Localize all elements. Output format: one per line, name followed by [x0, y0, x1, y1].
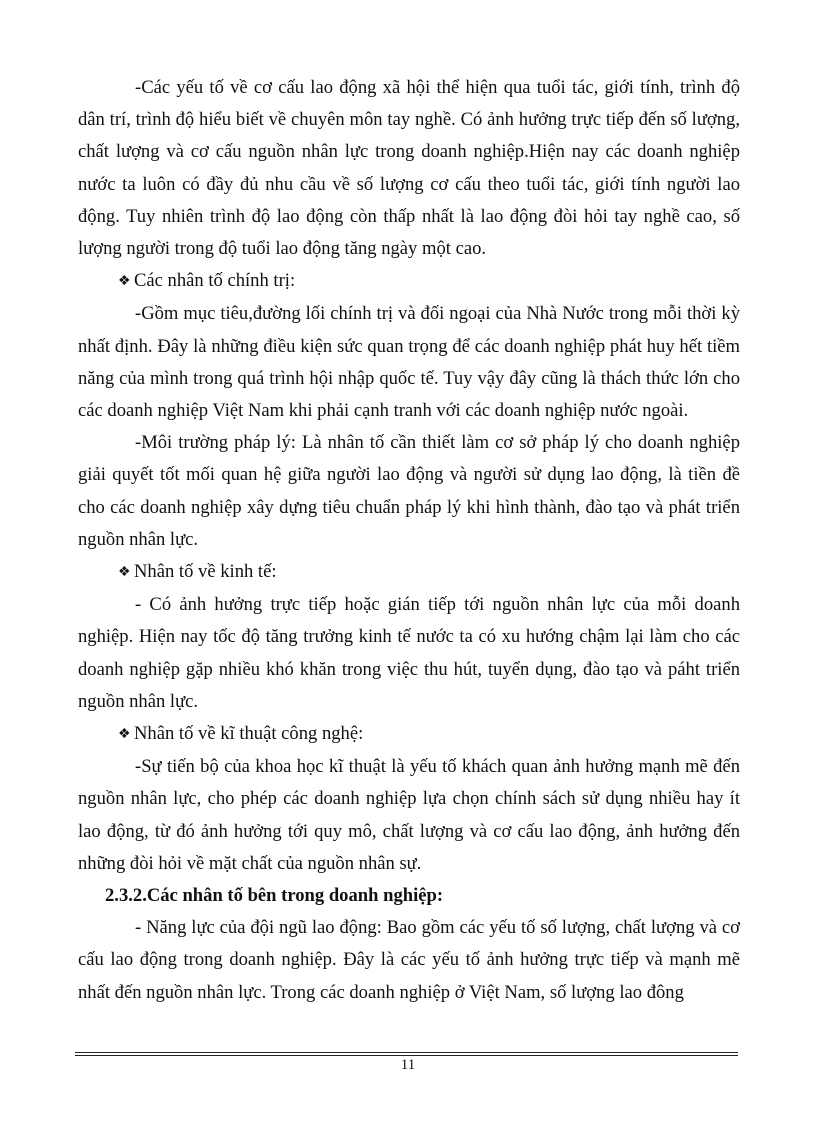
- paragraph-workforce-capacity: - Năng lực của đội ngũ lao động: Bao gồm các yếu tố số lượng, chất lượng và cơ cấu lao động trong doanh nghiệp. Đây là các yếu tố ảnh hưởng trực tiếp và mạnh mẽ nhất đến nguồn nhân lực. Trong các doanh nghiệp ở Việt Nam, số lượng lao đông: [78, 917, 740, 1003]
- heading-economic-factors: [78, 556, 740, 589]
- paragraph-technology: -Sự tiến bộ của khoa học kĩ thuật là yếu tố khách quan ảnh hưởng mạnh mẽ đến nguồn nhân lực, cho phép các doanh nghiệp lựa chọn chính sách sử dụng nhiều hay ít lao động, từ đó ảnh hưởng tới quy mô, chất lượng và cơ cấu lao động, ảnh hưởng đến những đòi hỏi về mặt chất của nguồn nhân sự.: [78, 756, 740, 874]
- footer-divider-top: [75, 1052, 738, 1053]
- heading-technology-label: Nhân tố về kĩ thuật công nghệ:: [134, 723, 364, 745]
- heading-technology-factors: [78, 718, 740, 751]
- diamond-bullet-icon: ❖: [118, 274, 131, 290]
- heading-political-factors: [78, 265, 740, 298]
- heading-political-label: Các nhân tố chính trị:: [134, 270, 296, 292]
- diamond-bullet-icon: ❖: [118, 727, 131, 743]
- page-number: 11: [400, 1057, 416, 1073]
- paragraph-legal-environment: -Môi trường pháp lý: Là nhân tố cần thiết làm cơ sở pháp lý cho doanh nghiệp giải quyết tốt mối quan hệ giữa người lao động và người sử dụng lao động, là tiền đề cho các doanh nghiệp xây dựng tiêu chuẩn pháp lý khi hình thành, đào tạo và phát triển nguồn nhân lực.: [78, 432, 740, 550]
- heading-economic-label: Nhân tố về kinh tế:: [134, 561, 277, 583]
- paragraph-economic: - Có ảnh hưởng trực tiếp hoặc gián tiếp tới nguồn nhân lực của mỗi doanh nghiệp. Hiện nay tốc độ tăng trưởng kinh tế nước ta có xu hướng chậm lại làm cho các doanh nghiệp gặp nhiều khó khăn trong việc thu hút, tuyển dụng, đào tạo và páht triển nguồn nhân lực.: [78, 594, 740, 712]
- paragraph-labor-structure: -Các yếu tố về cơ cấu lao động xã hội thể hiện qua tuổi tác, giới tính, trình độ dân trí, trình độ hiểu biết về chuyên môn tay nghề. Có ảnh hưởng trực tiếp đến số lượng, chất lượng và cơ cấu nguồn nhân lực trong doanh nghiệp.Hiện nay các doanh nghiệp nước ta luôn có đầy đủ nhu cầu về số lượng cơ cấu theo tuổi tác, giới tính người lao động. Tuy nhiên trình độ lao động còn thấp nhất là lao động đòi hỏi tay nghề cao, số lượng người trong độ tuổi lao động tăng ngày một cao.: [78, 77, 740, 260]
- page-body: [78, 72, 740, 1009]
- section-heading-internal-factors: 2.3.2.Các nhân tố bên trong doanh nghiệp:: [105, 885, 444, 907]
- paragraph-political: -Gồm mục tiêu,đường lối chính trị và đối ngoại của Nhà Nước trong mỗi thời kỳ nhất định. Đây là những điều kiện sức quan trọng để các doanh nghiệp phát huy hết tiềm năng của mình trong quá trình hội nhập quốc tế. Tuy vậy đây cũng là thách thức lớn cho các doanh nghiệp Việt Nam khi phải cạnh tranh với các doanh nghiệp nước ngoài.: [78, 303, 740, 422]
- diamond-bullet-icon: ❖: [118, 565, 131, 581]
